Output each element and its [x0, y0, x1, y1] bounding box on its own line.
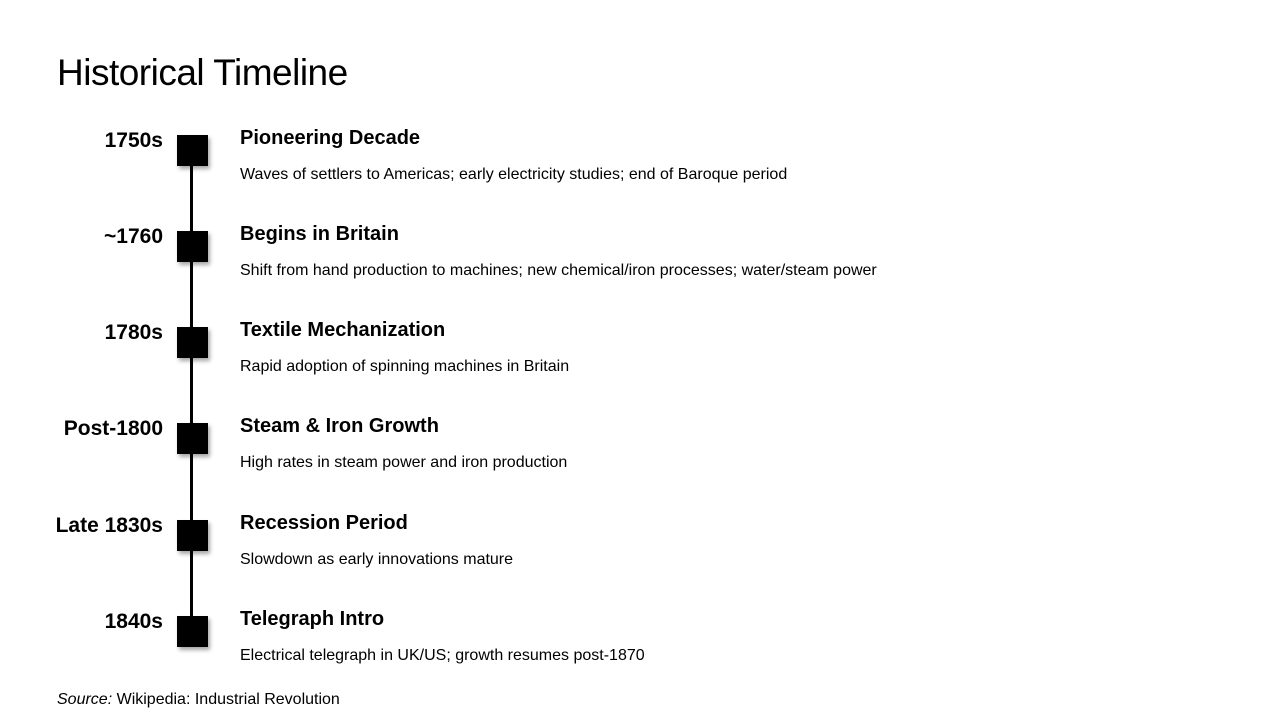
- source-citation: [57, 689, 340, 711]
- event-description: Waves of settlers to Americas; early electricity studies; end of Baroque period: [240, 166, 788, 183]
- event-title: Textile Mechanization: [240, 319, 446, 341]
- event-date: Late 1830s: [55, 514, 163, 537]
- event-date: 1780s: [104, 321, 163, 344]
- event-description: Shift from hand production to machines; new chemical/iron processes; water/steam power: [240, 262, 877, 279]
- timeline-event: [0, 416, 1280, 512]
- event-date: 1750s: [104, 129, 163, 152]
- event-description: Rapid adoption of spinning machines in Britain: [240, 358, 570, 375]
- event-marker: [177, 135, 208, 166]
- source-label: Source:: [57, 691, 113, 708]
- event-date: ~1760: [104, 225, 163, 248]
- timeline-event: [0, 224, 1280, 320]
- event-description: High rates in steam power and iron production: [240, 454, 568, 471]
- page-title: Historical Timeline: [57, 52, 348, 93]
- event-marker: [177, 616, 208, 647]
- event-title: Steam & Iron Growth: [240, 415, 439, 437]
- event-date: Post-1800: [63, 417, 163, 440]
- event-marker: [177, 327, 208, 358]
- event-date: 1840s: [104, 610, 163, 633]
- event-description: Slowdown as early innovations mature: [240, 551, 514, 568]
- event-title: Recession Period: [240, 512, 408, 534]
- event-title: Pioneering Decade: [240, 127, 421, 149]
- event-description: Electrical telegraph in UK/US; growth resumes post-1870: [240, 647, 645, 664]
- source-text: Wikipedia: Industrial Revolution: [116, 691, 340, 708]
- event-title: Begins in Britain: [240, 223, 399, 245]
- event-marker: [177, 231, 208, 262]
- event-marker: [177, 423, 208, 454]
- event-marker: [177, 520, 208, 551]
- timeline-event: [0, 320, 1280, 416]
- timeline-event: [0, 128, 1280, 224]
- event-title: Telegraph Intro: [240, 608, 385, 630]
- timeline-event: [0, 513, 1280, 609]
